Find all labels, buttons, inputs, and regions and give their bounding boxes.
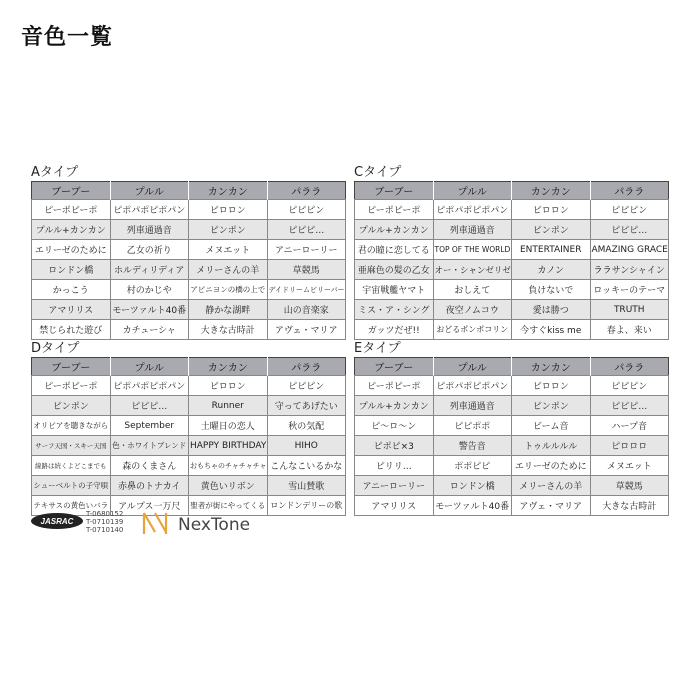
tone-cell: ララサンシャイン <box>590 260 669 280</box>
tone-cell: ピピピン <box>267 200 346 220</box>
table-header-row <box>32 358 346 376</box>
tone-cell: ホルディリディア <box>110 260 189 280</box>
tone-cell: 静かな湖畔 <box>189 300 268 320</box>
tone-cell: 土曜日の恋人 <box>189 416 268 436</box>
table-row <box>355 416 669 436</box>
tone-cell: シューベルトの子守唄 <box>32 476 111 496</box>
page-title: 音色一覧 <box>21 25 114 50</box>
panel-title: Eタイプ <box>354 341 401 356</box>
table-row <box>32 436 346 456</box>
tone-cell: ビーム音 <box>512 416 591 436</box>
nextone-logo <box>142 508 282 538</box>
table-row <box>355 456 669 476</box>
tone-cell: エリーゼのために <box>512 456 591 476</box>
panel-title: Dタイプ <box>31 341 80 356</box>
tone-cell: ピピピ… <box>267 220 346 240</box>
jasrac-logo <box>30 512 84 530</box>
tone-cell: ピンポン <box>32 396 111 416</box>
table-row <box>32 416 346 436</box>
tone-cell: 列車通過音 <box>433 396 512 416</box>
tone-cell: こんなこいるかな <box>267 456 346 476</box>
tone-cell: Runner <box>189 396 268 416</box>
table-row <box>32 456 346 476</box>
tone-cell: 守ってあげたい <box>267 396 346 416</box>
tone-cell: HIHO <box>267 436 346 456</box>
tone-cell: 大きな古時計 <box>590 496 669 516</box>
tone-table <box>354 357 669 516</box>
tone-cell: ピポパポピポパン <box>110 200 189 220</box>
tone-cell: サーフ天国・スキー天国 <box>32 436 111 456</box>
tone-cell: 森のくまさん <box>110 456 189 476</box>
column-header: ブーブー <box>355 358 434 376</box>
tone-cell: オー・シャンゼリゼ <box>433 260 512 280</box>
tone-cell: ピロロン <box>189 200 268 220</box>
table-row <box>355 376 669 396</box>
tone-cell: HAPPY BIRTHDAY <box>189 436 268 456</box>
tone-cell: アニーローリー <box>267 240 346 260</box>
tone-cell: デイドリームビリーバー <box>267 280 346 300</box>
tone-cell: おもちゃのチャチャチャ <box>189 456 268 476</box>
tone-cell: 負けないで <box>512 280 591 300</box>
tone-cell: プルル+カンカン <box>355 396 434 416</box>
table-row <box>355 436 669 456</box>
tone-cell: 愛は勝つ <box>512 300 591 320</box>
table-row <box>32 240 346 260</box>
column-header: ブーブー <box>32 358 111 376</box>
tone-cell: ピンポン <box>512 396 591 416</box>
tone-cell: ENTERTAINER <box>512 240 591 260</box>
tone-cell: アマリリス <box>355 496 434 516</box>
panel-title: Aタイプ <box>31 165 79 180</box>
tone-cell: 草競馬 <box>267 260 346 280</box>
tone-cell: おしえて <box>433 280 512 300</box>
tone-cell: 草競馬 <box>590 476 669 496</box>
tone-table <box>354 181 669 340</box>
tone-cell: 雪山賛歌 <box>267 476 346 496</box>
tone-cell: プルル+カンカン <box>32 220 111 240</box>
table-row <box>355 200 669 220</box>
tone-cell: ミス・ア・シング <box>355 300 434 320</box>
tone-cell: 宇宙戦艦ヤマト <box>355 280 434 300</box>
panel-title: Cタイプ <box>354 165 402 180</box>
tone-panel <box>31 340 346 516</box>
column-header: プルル <box>110 182 189 200</box>
table-row <box>32 396 346 416</box>
tone-cell: ピンポン <box>189 220 268 240</box>
tone-cell: ピーポピーポ <box>32 200 111 220</box>
tone-cell: 秋の気配 <box>267 416 346 436</box>
tone-cell: 村のかじや <box>110 280 189 300</box>
tone-panel <box>354 164 669 340</box>
tone-cell: テキサスの黄色いバラ <box>32 496 111 516</box>
tone-cell: ロンドンデリーの歌 <box>267 496 346 516</box>
tone-cell: モーツァルト40番 <box>433 496 512 516</box>
tone-cell: 亜麻色の髪の乙女 <box>355 260 434 280</box>
tone-cell: ピピピ… <box>110 396 189 416</box>
tone-cell: 夜空ノムコウ <box>433 300 512 320</box>
tone-table <box>31 357 346 516</box>
tone-cell: プルル+カンカン <box>355 220 434 240</box>
tone-cell: TRUTH <box>590 300 669 320</box>
tone-cell: モーツァルト40番 <box>110 300 189 320</box>
tone-table <box>31 181 346 340</box>
column-header: カンカン <box>189 182 268 200</box>
table-row <box>32 300 346 320</box>
tone-cell: 君の瞳に恋してる <box>355 240 434 260</box>
tone-cell: 列車通過音 <box>433 220 512 240</box>
tone-cell: ピピピ… <box>590 396 669 416</box>
tone-cell: アニーローリー <box>355 476 434 496</box>
tone-cell: ピロロン <box>189 376 268 396</box>
tone-cell: ガッツだぜ!! <box>355 320 434 340</box>
tone-cell: TOP OF THE WORLD <box>433 240 512 260</box>
table-row <box>32 320 346 340</box>
column-header: プルル <box>433 358 512 376</box>
tone-cell: ピロロロ <box>590 436 669 456</box>
table-row <box>32 220 346 240</box>
tone-cell: メリーさんの羊 <box>189 260 268 280</box>
table-row <box>355 300 669 320</box>
table-row <box>355 240 669 260</box>
tone-cell: ピピピン <box>590 376 669 396</box>
license-codes <box>86 510 123 534</box>
table-row <box>32 280 346 300</box>
column-header: パララ <box>267 358 346 376</box>
column-header: プルル <box>433 182 512 200</box>
column-header: パララ <box>267 182 346 200</box>
table-row <box>355 476 669 496</box>
table-header-row <box>32 182 346 200</box>
table-row <box>355 496 669 516</box>
tone-cell: ハープ音 <box>590 416 669 436</box>
table-row <box>32 260 346 280</box>
tone-cell: ピピピン <box>267 376 346 396</box>
tone-cell: アルプス一万尺 <box>110 496 189 516</box>
tone-cell: アヴェ・マリア <box>512 496 591 516</box>
tone-cell: アビニヨンの橋の上で <box>189 280 268 300</box>
tone-cell: かっこう <box>32 280 111 300</box>
tone-cell: ピ〜ロ〜ン <box>355 416 434 436</box>
tone-cell: ロンドン橋 <box>32 260 111 280</box>
tone-cell: 春よ、来い <box>590 320 669 340</box>
tone-cell: 今すぐkiss me <box>512 320 591 340</box>
column-header: ブーブー <box>355 182 434 200</box>
table-row <box>32 200 346 220</box>
column-header: カンカン <box>189 358 268 376</box>
tone-cell: カノン <box>512 260 591 280</box>
tone-cell: 警告音 <box>433 436 512 456</box>
tone-cell: 赤鼻のトナカイ <box>110 476 189 496</box>
svg-text:JASRAC: JASRAC <box>40 517 74 526</box>
tone-panel <box>354 340 669 516</box>
tone-cell: エリーゼのために <box>32 240 111 260</box>
tone-cell: ピピピン <box>590 200 669 220</box>
tone-cell: ロッキーのテーマ <box>590 280 669 300</box>
tone-cell: 列車通過音 <box>110 220 189 240</box>
tone-cell: September <box>110 416 189 436</box>
table-row <box>32 476 346 496</box>
table-header-row <box>355 358 669 376</box>
tone-cell: ピポパポピポパン <box>110 376 189 396</box>
column-header: パララ <box>590 358 669 376</box>
tone-cell: AMAZING GRACE <box>590 240 669 260</box>
tone-cell: 聖者が街にやってくる <box>189 496 268 516</box>
tone-cell: メヌエット <box>189 240 268 260</box>
tone-cell: ピンポン <box>512 220 591 240</box>
table-row <box>355 220 669 240</box>
tone-cell: おどるポンポコリン <box>433 320 512 340</box>
column-header: ブーブー <box>32 182 111 200</box>
tone-cell: ピーポピーポ <box>355 200 434 220</box>
tone-cell: トゥルルルル <box>512 436 591 456</box>
table-row <box>32 376 346 396</box>
tone-cell: アヴェ・マリア <box>267 320 346 340</box>
tone-cell: アマリリス <box>32 300 111 320</box>
tone-cell: 乙女の祈り <box>110 240 189 260</box>
column-header: パララ <box>590 182 669 200</box>
tone-cell: ピポパポピポパン <box>433 200 512 220</box>
tone-cell: ポポピピ <box>433 456 512 476</box>
tone-cell: ピポパポピポパン <box>433 376 512 396</box>
tone-cell: 山の音楽家 <box>267 300 346 320</box>
table-row <box>355 320 669 340</box>
tone-panel <box>31 164 346 340</box>
column-header: プルル <box>110 358 189 376</box>
tone-cell: ピーポピーポ <box>355 376 434 396</box>
tone-cell: ピリリ… <box>355 456 434 476</box>
tone-cell: 大きな古時計 <box>189 320 268 340</box>
license-code: T-0680152 <box>86 510 124 518</box>
svg-text:NexTone: NexTone <box>178 515 251 535</box>
table-row <box>355 396 669 416</box>
tone-cell: カチューシャ <box>110 320 189 340</box>
license-code: T-0710140 <box>86 526 124 534</box>
tone-cell: ピポピ×3 <box>355 436 434 456</box>
tone-cell: オリビアを聴きながら <box>32 416 111 436</box>
table-row <box>355 280 669 300</box>
table-header-row <box>355 182 669 200</box>
tone-cell: ロンドン橋 <box>433 476 512 496</box>
license-code: T-0710139 <box>86 518 124 526</box>
tone-cell: ピーポピーポ <box>32 376 111 396</box>
tone-cell: メリーさんの羊 <box>512 476 591 496</box>
tone-cell: ピロロン <box>512 376 591 396</box>
tone-cell: メヌエット <box>590 456 669 476</box>
tone-cell: 禁じられた遊び <box>32 320 111 340</box>
tone-cell: 線路は続くよどこまでも <box>32 456 111 476</box>
tone-cell: ピピポポ <box>433 416 512 436</box>
column-header: カンカン <box>512 182 591 200</box>
tone-cell: 色・ホワイトブレンド <box>110 436 189 456</box>
tone-cell: ピロロン <box>512 200 591 220</box>
tone-cell: 黄色いリボン <box>189 476 268 496</box>
tone-cell: ピピピ… <box>590 220 669 240</box>
table-row <box>355 260 669 280</box>
column-header: カンカン <box>512 358 591 376</box>
